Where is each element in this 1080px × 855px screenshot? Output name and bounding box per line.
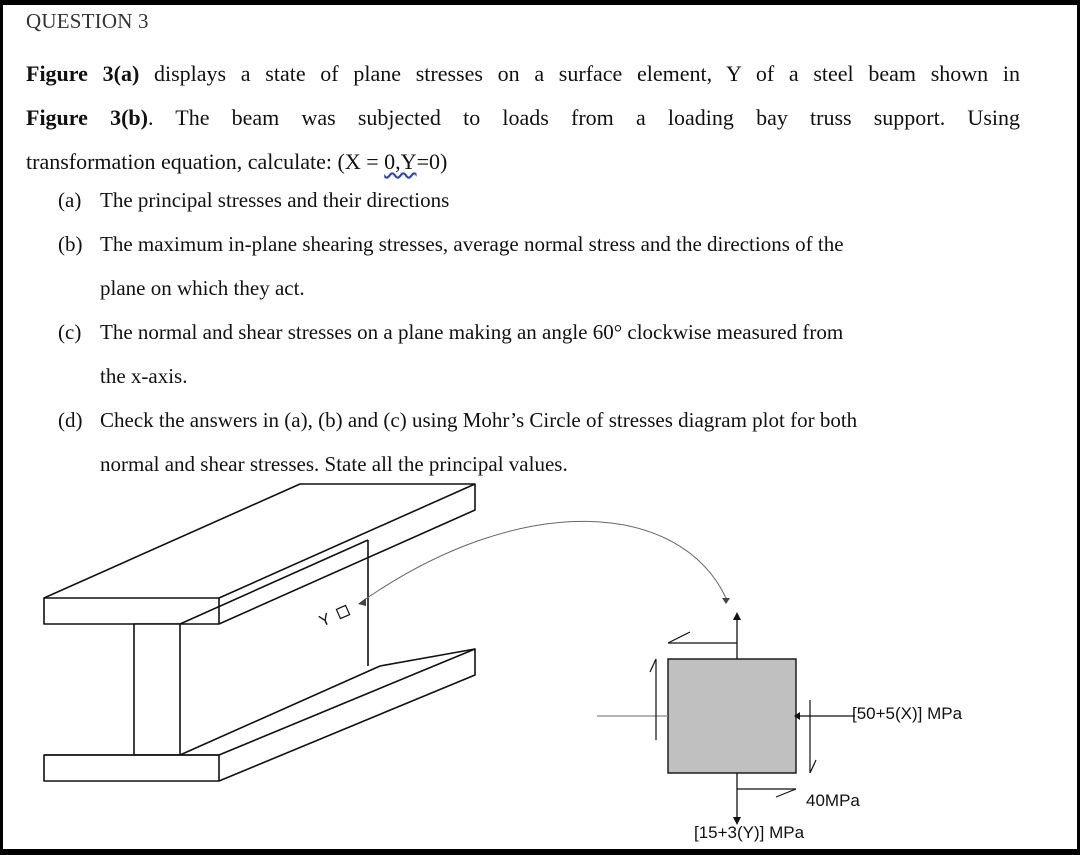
spellcheck-underlined-text: 0,Y (384, 149, 417, 174)
part-text: Check the answers in (a), (b) and (c) using Mohr’s Circle of stresses diagram plot for both (100, 408, 858, 432)
intro-text-1: displays a state of plane stresses on a surface element, Y of a steel beam shown in (139, 61, 1020, 86)
shear-stress-label: 40MPa (806, 791, 860, 810)
part-text: The maximum in-plane shearing stresses, average normal stress and the directions of the (100, 232, 844, 256)
part-label: (d) (58, 408, 83, 432)
part-d-continuation: normal and shear stresses. State all the principal values. (100, 452, 568, 476)
connector-arrowhead-end (722, 598, 730, 604)
part-c-continuation: the x-axis. (100, 364, 188, 388)
intro-text-3-end: =0) (416, 149, 448, 174)
part-text: The normal and shear stresses on a plane making an angle 60° clockwise measured from (100, 320, 844, 344)
bottom-border (0, 849, 1080, 855)
connector-arrowhead-start (358, 598, 366, 606)
intro-text-3: transformation equation, calculate: (X = (26, 149, 385, 174)
part-c (58, 310, 843, 354)
web-front (134, 624, 180, 755)
part-label: (b) (58, 232, 83, 256)
intro-line-2 (26, 96, 1020, 140)
top-flange (44, 484, 475, 624)
top-border (0, 0, 1080, 5)
figure-ref-a: Figure 3(a) (26, 61, 140, 86)
normal-stress-y-label: [15+3(Y)] MPa (694, 823, 805, 842)
part-b-continuation: plane on which they act. (100, 276, 305, 300)
part-d (58, 398, 857, 442)
part-a (58, 178, 449, 222)
question-title: QUESTION 3 (26, 9, 149, 33)
stress-element (668, 659, 796, 773)
arrow-up-top (733, 612, 741, 620)
figure-drawing (0, 470, 1080, 850)
element-y-label: Y (316, 610, 334, 631)
question-intro (26, 52, 1020, 184)
figure-3 (0, 470, 1080, 850)
normal-stress-x-label: [50+5(X)] MPa (852, 704, 963, 723)
bottom-flange (44, 649, 475, 781)
i-beam-drawing (44, 484, 475, 781)
intro-text-2: . The beam was subjected to loads from a loading bay truss support. Using (147, 105, 1020, 130)
part-label: (a) (58, 188, 82, 212)
part-label: (c) (58, 320, 82, 344)
element-y-marker (336, 605, 349, 618)
part-text: The principal stresses and their directions (100, 188, 450, 212)
figure-ref-b: Figure 3(b) (26, 105, 148, 130)
intro-line-1 (26, 52, 1020, 96)
part-b (58, 222, 844, 266)
